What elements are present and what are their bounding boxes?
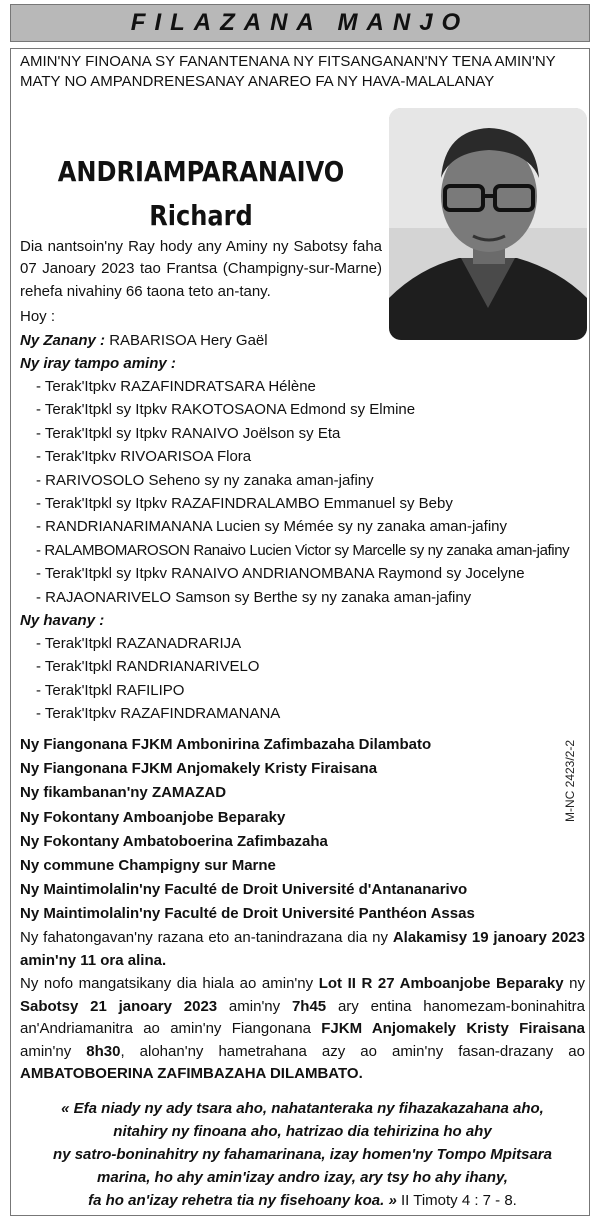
organization-item: Ny fikambanan'ny ZAMAZAD — [20, 784, 227, 802]
list-item: - Terak'Itpkl sy Itpkv RANAIVO Joëlson sy Eta — [36, 424, 341, 442]
funeral-date: Sabotsy 21 janoary 2023 — [20, 997, 218, 1015]
list-item: - Terak'Itpkl RANDRIANARIVELO — [36, 658, 260, 676]
notice-header — [10, 4, 590, 42]
funeral-paragraph — [20, 973, 585, 1086]
quote-last-line — [20, 1189, 585, 1212]
death-notice — [20, 236, 382, 303]
funeral-text: amin'ny — [20, 1042, 87, 1060]
siblings-label: Ny iray tampo aminy : — [20, 355, 176, 372]
list-item: - Terak'Itpkl sy Itpkv RANAIVO ANDRIANOMBANA Raymond sy Jocelyne — [36, 565, 525, 583]
quote-line: fa ho an'izay rehetra tia ny fisehoany koa. » — [88, 1192, 397, 1209]
arrival-date: Alakamisy 19 janoary 2023 amin'ny 11 ora alina. — [20, 929, 585, 969]
burial-place: AMBATOBOERINA ZAFIMBAZAHA DILAMBATO. — [20, 1065, 363, 1082]
list-item: - Terak'Itpkl RAFILIPO — [36, 681, 185, 699]
intro-text: AMIN'NY FINOANA SY FANANTENANA NY FITSANGANAN'NY TENA AMIN'NY MATY NO AMPANDRENESANAY ANAREO FA NY HAVA-MALALANAY — [20, 53, 556, 90]
reference-code: M-NC 2423/2-2 — [563, 739, 577, 822]
list-item: - Terak'Itpkv RAZAFINDRATSARA Hélène — [36, 378, 316, 395]
deceased-name — [45, 150, 356, 238]
organization-item: Ny Maintimolalin'ny Faculté de Droit Université Panthéon Assas — [20, 905, 475, 923]
funeral-location: Lot II R 27 Amboanjobe Beparaky — [318, 975, 564, 992]
list-item: - Terak'Itpkl sy Itpkv RAZAFINDRALAMBO Emmanuel sy Beby — [36, 495, 453, 513]
list-item: - RALAMBOMAROSON Ranaivo Lucien Victor sy Marcelle sy ny zanaka aman-jafiny — [36, 541, 570, 559]
funeral-text: Ny nofo mangatsikany dia hiala ao amin'ny — [20, 975, 319, 992]
relatives-label: Ny havany : — [20, 612, 105, 629]
list-item: - RARIVOSOLO Seheno sy ny zanaka aman-jafiny — [36, 471, 374, 489]
relatives-list — [20, 632, 585, 726]
list-item: - Terak'Itpkl sy Itpkv RAKOTOSAONA Edmond sy Elmine — [36, 401, 416, 419]
spouse-name: RABARISOA Hery Gaël — [109, 332, 268, 349]
spouse-line — [20, 329, 585, 352]
quote-line: marina, ho ahy amin'izay andro izay, ary tsy ho ahy ihany, — [97, 1169, 508, 1186]
list-item: - Terak'Itpkv RAZAFINDRAMANANA — [36, 705, 281, 723]
funeral-text: , alohan'ny hametrahana azy ao amin'ny fasan-drazany ao — [120, 1042, 585, 1060]
list-item: - RANDRIANARIMANANA Lucien sy Mémée sy ny zanaka aman-jafiny — [36, 518, 507, 536]
list-item: - Terak'Itpkv RIVOARISOA Flora — [36, 448, 252, 466]
arrival-paragraph — [20, 927, 585, 972]
hoy-label: Hoy : — [20, 308, 56, 325]
quote-line: « Efa niady ny ady tsara aho, nahatanteraka ny fihazakazahana aho, — [61, 1100, 544, 1117]
organizations-list — [20, 733, 565, 927]
organization-item: Ny Fiangonana FJKM Anjomakely Kristy Firaisana — [20, 760, 378, 778]
organization-item: Ny Fokontany Ambatoboerina Zafimbazaha — [20, 832, 328, 850]
notice-title: FILAZANA MANJO — [130, 9, 470, 36]
quote-line: nitahiry ny finoana aho, hatrizao dia tehirizina ho ahy — [113, 1123, 492, 1140]
spouse-label: Ny Zanany : — [20, 332, 106, 349]
list-item: - Terak'Itpkl RAZANADRARIJA — [36, 635, 242, 652]
quote-line: ny satro-boninahitry ny fahamarinana, izay homen'ny Tompo Mpitsara — [53, 1146, 552, 1163]
deceased-surname: ANDRIAMPARANAIVO — [57, 155, 345, 188]
death-notice-text: Dia nantsoin'ny Ray hody any Aminy ny Sabotsy faha 07 Janoary 2023 tao Frantsa (Champigny-sur-Marne) rehefa nivahiny 66 taona teto an-tany. — [20, 238, 382, 300]
funeral-text: amin'ny — [217, 997, 292, 1015]
funeral-text: ny — [563, 975, 585, 992]
list-item: - RAJAONARIVELO Samson sy Berthe sy ny zanaka aman-jafiny — [36, 588, 472, 606]
relatives-section — [20, 609, 585, 726]
funeral-service-time: 8h30 — [86, 1042, 121, 1060]
siblings-section — [20, 352, 585, 609]
funeral-time: 7h45 — [291, 997, 327, 1015]
quote-reference: II Timoty 4 : 7 - 8. — [396, 1192, 517, 1209]
organization-item: Ny commune Champigny sur Marne — [20, 857, 276, 875]
siblings-list — [20, 375, 585, 609]
organization-item: Ny Fokontany Amboanjobe Beparaky — [20, 808, 286, 826]
funeral-church: FJKM Anjomakely Kristy Firaisana — [321, 1020, 585, 1037]
organization-item: Ny Maintimolalin'ny Faculté de Droit Université d'Antananarivo — [20, 881, 468, 899]
arrival-text: Ny fahatongavan'ny razana eto an-tanindrazana dia ny — [20, 929, 393, 946]
deceased-firstname: Richard — [149, 199, 253, 232]
organization-item: Ny Fiangonana FJKM Ambonirina Zafimbazaha Dilambato — [20, 736, 432, 753]
funeral-text: ary entina hanomezam-boninahitra an'Andriamanitra ao amin'ny Fiangonana — [20, 997, 585, 1037]
bible-quote — [20, 1097, 585, 1212]
